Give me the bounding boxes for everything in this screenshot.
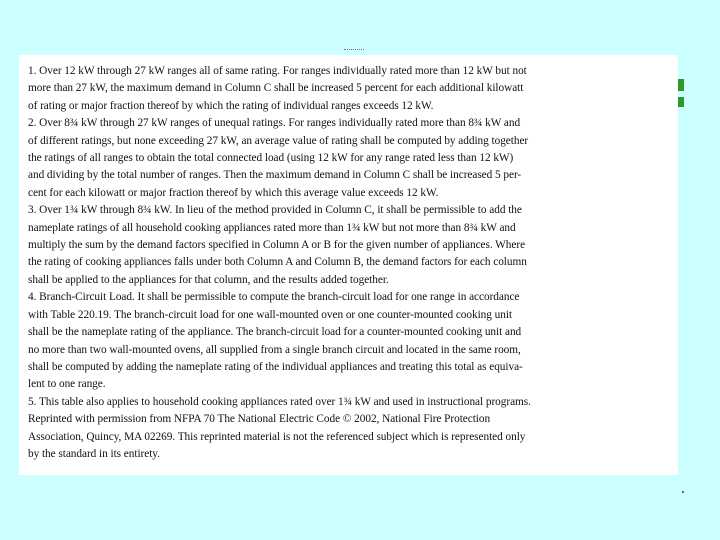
note-line: 4. Branch-Circuit Load. It shall be permissible to compute the branch-circuit load for one range in accordance [28, 291, 520, 304]
note-line: shall be computed by adding the nameplate rating of the individual appliances and treating this total as equiva- [28, 360, 523, 373]
note-line: Association, Quincy, MA 02269. This reprinted material is not the referenced subject which is represented only [28, 430, 526, 443]
note-line: 3. Over 1¾ kW through 8¾ kW. In lieu of the method provided in Column C, it shall be permissible to add the [28, 204, 522, 217]
note-line: by the standard in its entirety. [28, 447, 160, 460]
note-line: of different ratings, but none exceeding 27 kW, an average value of rating shall be computed by adding together [28, 134, 529, 147]
note-line: with Table 220.19. The branch-circuit load for one wall-mounted oven or one counter-mounted cooking unit [28, 308, 513, 321]
note-line: 1. Over 12 kW through 27 kW ranges all of same rating. For ranges individually rated more than 12 kW but not [28, 65, 527, 77]
note-line: no more than two wall-mounted ovens, all supplied from a single branch circuit and located in the same room, [28, 343, 521, 356]
note-line: 5. This table also applies to household cooking appliances rated over 1¾ kW and used in instructional programs. [28, 395, 531, 408]
scan-artifact [344, 49, 364, 52]
note-line: nameplate ratings of all household cooking appliances rated more than 1¾ kW but not more than 8¾ kW and [28, 221, 516, 234]
table-notes [28, 63, 670, 463]
accent-bar-bottom [678, 97, 684, 107]
note-line: more than 27 kW, the maximum demand in Column C shall be increased 5 percent for each additional kilowatt [28, 82, 524, 95]
scan-speck [682, 491, 684, 493]
note-line: the rating of cooking appliances falls under both Column A and Column B, the demand factors for each column [28, 256, 527, 269]
note-line: shall be applied to the appliances for that column, and the results added together. [28, 273, 389, 286]
note-line: 2. Over 8¾ kW through 27 kW ranges of unequal ratings. For ranges individually rated more than 8¾ kW and [28, 117, 521, 130]
note-line: cent for each kilowatt or major fraction thereof by which this average value exceeds 12 kW. [28, 186, 439, 199]
note-line: shall be the nameplate rating of the appliance. The branch-circuit load for a counter-mounted cooking unit and [28, 326, 522, 339]
note-line: multiply the sum by the demand factors specified in Column A or B for the given number of appliances. Where [28, 239, 526, 252]
note-line: of rating or major fraction thereof by which the rating of individual ranges exceeds 12 kW. [28, 99, 434, 112]
note-line: lent to one range. [28, 378, 106, 391]
scanned-page [19, 55, 678, 475]
note-line: the ratings of all ranges to obtain the total connected load (using 12 kW for any range rated less than 12 kW) [28, 152, 514, 165]
note-line: Reprinted with permission from NFPA 70 The National Electric Code © 2002, National Fire Protection [28, 413, 491, 426]
note-line: and dividing by the total number of ranges. Then the maximum demand in Column C shall be increased 5 per- [28, 169, 522, 182]
